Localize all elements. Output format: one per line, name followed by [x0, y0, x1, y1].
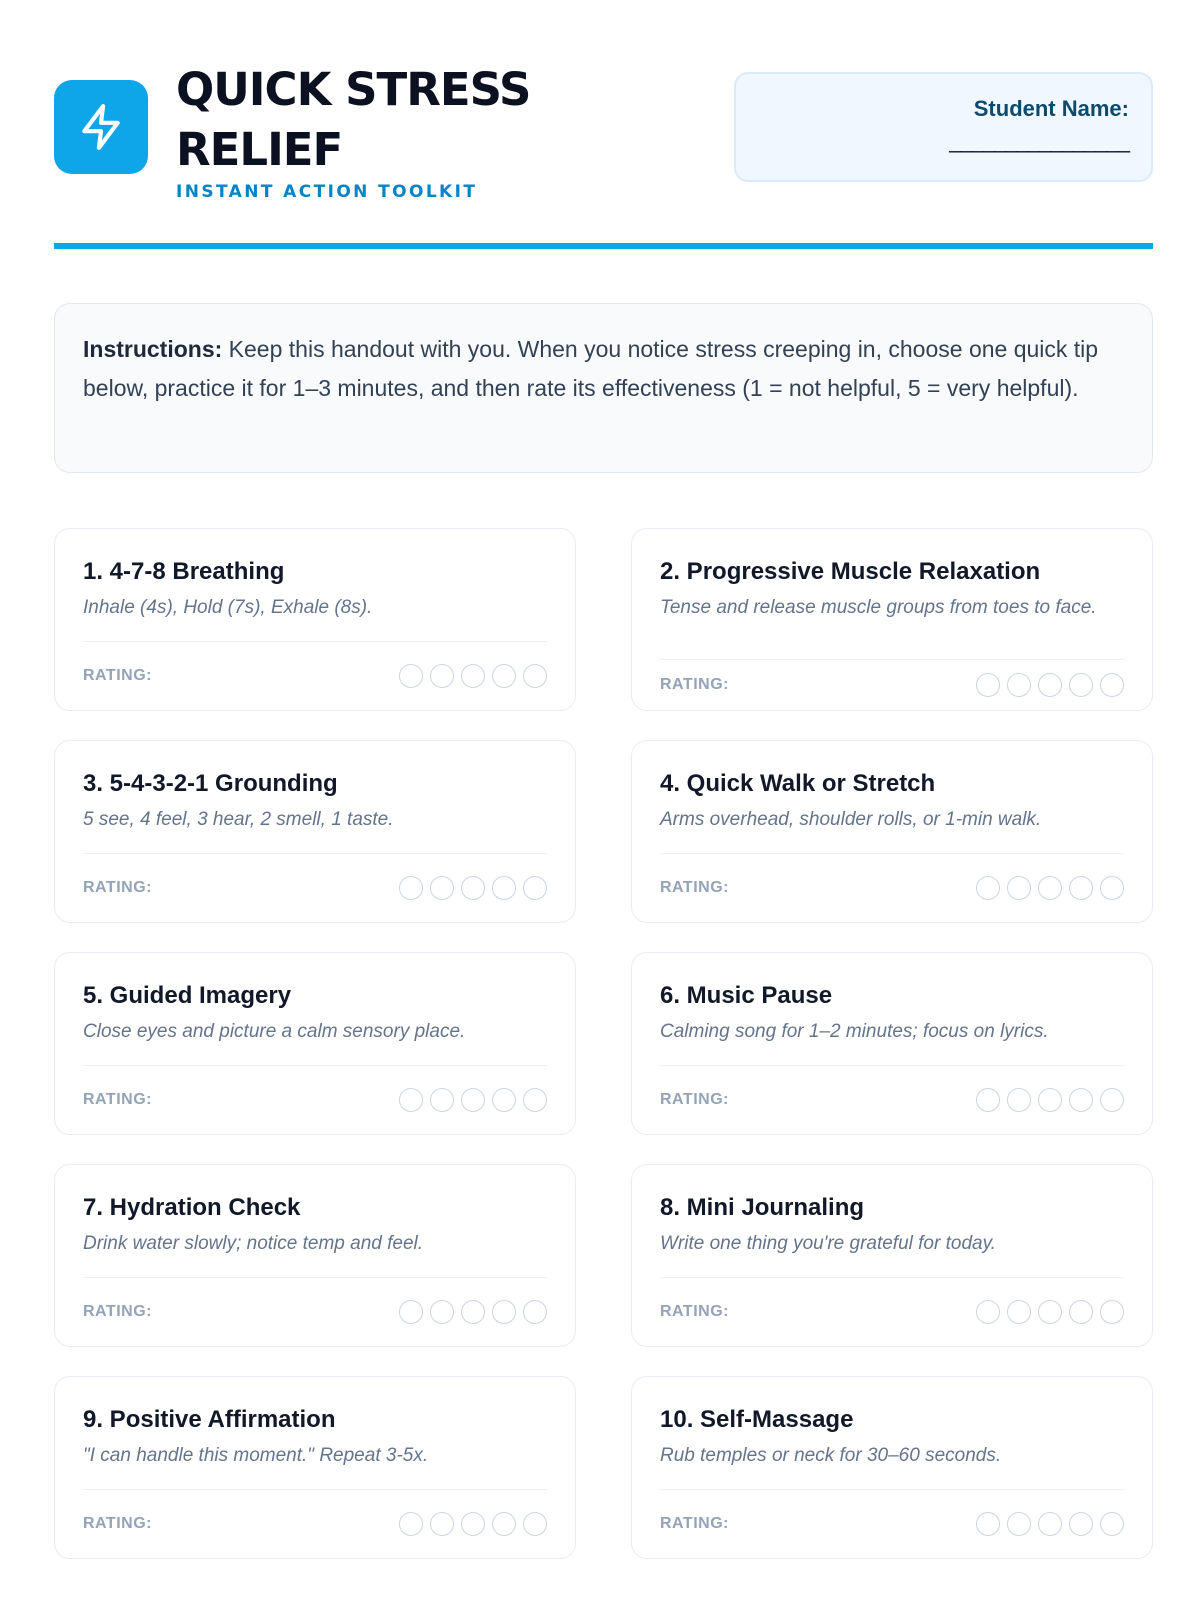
tip-title: 7. Hydration Check — [83, 1194, 301, 1221]
rating-circle[interactable] — [523, 664, 547, 688]
rating-circle[interactable] — [399, 1512, 423, 1536]
rating-circle[interactable] — [976, 1088, 1000, 1112]
tip-card — [631, 528, 1153, 711]
rating-circle[interactable] — [461, 876, 485, 900]
rating-circle[interactable] — [461, 1512, 485, 1536]
rating-row — [83, 1277, 547, 1346]
header-divider — [54, 243, 1153, 249]
rating-circle[interactable] — [1038, 673, 1062, 697]
tip-card — [631, 740, 1153, 923]
rating-circles — [399, 1088, 547, 1112]
tip-description: Close eyes and picture a calm sensory place. — [83, 1021, 466, 1042]
tips-grid — [54, 528, 1153, 1559]
tip-description: Drink water slowly; notice temp and feel. — [83, 1233, 424, 1254]
page-title: QUICK STRESS RELIEF — [176, 63, 531, 176]
rating-circle[interactable] — [1007, 876, 1031, 900]
student-name-box — [734, 72, 1153, 182]
rating-circle[interactable] — [976, 876, 1000, 900]
rating-circle[interactable] — [523, 876, 547, 900]
rating-circle[interactable] — [1069, 1512, 1093, 1536]
rating-circle[interactable] — [399, 1088, 423, 1112]
tip-card — [54, 1376, 576, 1559]
logo-tile — [54, 80, 148, 174]
tip-description: Inhale (4s), Hold (7s), Exhale (8s). — [83, 597, 373, 618]
rating-label: RATING: — [83, 1515, 152, 1532]
rating-circle[interactable] — [492, 1512, 516, 1536]
rating-row — [83, 641, 547, 710]
lightning-bolt-icon — [76, 102, 126, 152]
rating-circle[interactable] — [1100, 1300, 1124, 1324]
rating-row — [660, 1065, 1124, 1134]
rating-circles — [976, 1088, 1124, 1112]
rating-circle[interactable] — [399, 664, 423, 688]
rating-circle[interactable] — [492, 1300, 516, 1324]
rating-circle[interactable] — [1069, 876, 1093, 900]
rating-row — [660, 853, 1124, 922]
rating-circle[interactable] — [430, 876, 454, 900]
rating-circle[interactable] — [523, 1088, 547, 1112]
tip-description: Write one thing you're grateful for today. — [660, 1233, 996, 1254]
rating-label: RATING: — [83, 1303, 152, 1320]
tip-card — [54, 952, 576, 1135]
rating-circles — [976, 1300, 1124, 1324]
instructions-lead: Instructions: — [83, 336, 223, 362]
instructions-text: Keep this handout with you. When you notice stress creeping in, choose one quick tip below, practice it for 1–3 minutes, and then rate its effectiveness (1 = not helpful, 5 = very helpful). — [83, 336, 1099, 401]
rating-circle[interactable] — [430, 664, 454, 688]
tip-description: Calming song for 1–2 minutes; focus on lyrics. — [660, 1021, 1049, 1042]
rating-circle[interactable] — [1100, 876, 1124, 900]
rating-circle[interactable] — [461, 1088, 485, 1112]
rating-circle[interactable] — [1069, 1300, 1093, 1324]
rating-circle[interactable] — [1038, 1300, 1062, 1324]
rating-circle[interactable] — [1069, 673, 1093, 697]
title-block — [176, 60, 696, 202]
rating-circle[interactable] — [1007, 1300, 1031, 1324]
rating-row — [660, 659, 1124, 710]
page-subtitle: INSTANT ACTION TOOLKIT — [176, 182, 478, 202]
rating-circle[interactable] — [399, 1300, 423, 1324]
rating-row — [660, 1277, 1124, 1346]
rating-circle[interactable] — [1100, 673, 1124, 697]
tip-description: Tense and release muscle groups from toes to face. — [660, 597, 1097, 618]
rating-row — [83, 1489, 547, 1558]
instructions-box — [54, 303, 1153, 473]
tip-card — [54, 740, 576, 923]
tip-description: "I can handle this moment." Repeat 3-5x. — [83, 1445, 429, 1466]
rating-label: RATING: — [660, 879, 729, 896]
rating-circle[interactable] — [492, 664, 516, 688]
rating-label: RATING: — [83, 879, 152, 896]
rating-circle[interactable] — [430, 1300, 454, 1324]
rating-circles — [976, 1512, 1124, 1536]
rating-circle[interactable] — [523, 1300, 547, 1324]
tip-description: Arms overhead, shoulder rolls, or 1-min walk. — [660, 809, 1042, 830]
rating-circle[interactable] — [430, 1512, 454, 1536]
rating-circles — [399, 664, 547, 688]
rating-label: RATING: — [83, 1091, 152, 1108]
tip-title: 6. Music Pause — [660, 982, 833, 1009]
tip-description: 5 see, 4 feel, 3 hear, 2 smell, 1 taste. — [83, 809, 394, 830]
rating-circles — [976, 673, 1124, 697]
rating-circles — [399, 1300, 547, 1324]
rating-label: RATING: — [660, 1303, 729, 1320]
handout-page — [54, 0, 1153, 1600]
rating-circle[interactable] — [976, 1512, 1000, 1536]
rating-row — [83, 1065, 547, 1134]
rating-label: RATING: — [660, 1515, 729, 1532]
tip-card — [631, 1376, 1153, 1559]
rating-circle[interactable] — [1007, 1512, 1031, 1536]
tip-title: 9. Positive Affirmation — [83, 1406, 336, 1433]
rating-circle[interactable] — [1100, 1088, 1124, 1112]
rating-circle[interactable] — [1007, 1088, 1031, 1112]
rating-circle[interactable] — [430, 1088, 454, 1112]
rating-circle[interactable] — [492, 1088, 516, 1112]
rating-circle[interactable] — [1007, 673, 1031, 697]
tip-card — [54, 528, 576, 711]
rating-circle[interactable] — [1038, 1088, 1062, 1112]
rating-row — [660, 1489, 1124, 1558]
tip-title: 10. Self-Massage — [660, 1406, 854, 1433]
tip-card — [631, 1164, 1153, 1347]
rating-circles — [399, 876, 547, 900]
tip-description: Rub temples or neck for 30–60 seconds. — [660, 1445, 1002, 1466]
rating-circle[interactable] — [461, 664, 485, 688]
tip-title: 3. 5-4-3-2-1 Grounding — [83, 770, 338, 797]
rating-label: RATING: — [660, 1091, 729, 1108]
student-name-label: Student Name: — [973, 96, 1129, 121]
rating-label: RATING: — [83, 667, 152, 684]
header — [54, 60, 1153, 210]
tip-card — [54, 1164, 576, 1347]
tip-title: 1. 4-7-8 Breathing — [83, 558, 285, 585]
rating-circle[interactable] — [1038, 1512, 1062, 1536]
tip-card — [631, 952, 1153, 1135]
rating-circle[interactable] — [976, 673, 1000, 697]
rating-circle[interactable] — [492, 876, 516, 900]
rating-label: RATING: — [660, 676, 729, 693]
rating-circle[interactable] — [1038, 876, 1062, 900]
rating-row — [83, 853, 547, 922]
rating-circles — [399, 1512, 547, 1536]
tip-title: 4. Quick Walk or Stretch — [660, 770, 936, 797]
rating-circle[interactable] — [523, 1512, 547, 1536]
rating-circle[interactable] — [1100, 1512, 1124, 1536]
tip-title: 5. Guided Imagery — [83, 982, 292, 1009]
rating-circle[interactable] — [399, 876, 423, 900]
rating-circle[interactable] — [1069, 1088, 1093, 1112]
rating-circles — [976, 876, 1124, 900]
tip-title: 8. Mini Journaling — [660, 1194, 865, 1221]
rating-circle[interactable] — [461, 1300, 485, 1324]
tip-title: 2. Progressive Muscle Relaxation — [660, 558, 1041, 585]
student-name-field[interactable]: ________________ — [949, 128, 1129, 153]
rating-circle[interactable] — [976, 1300, 1000, 1324]
